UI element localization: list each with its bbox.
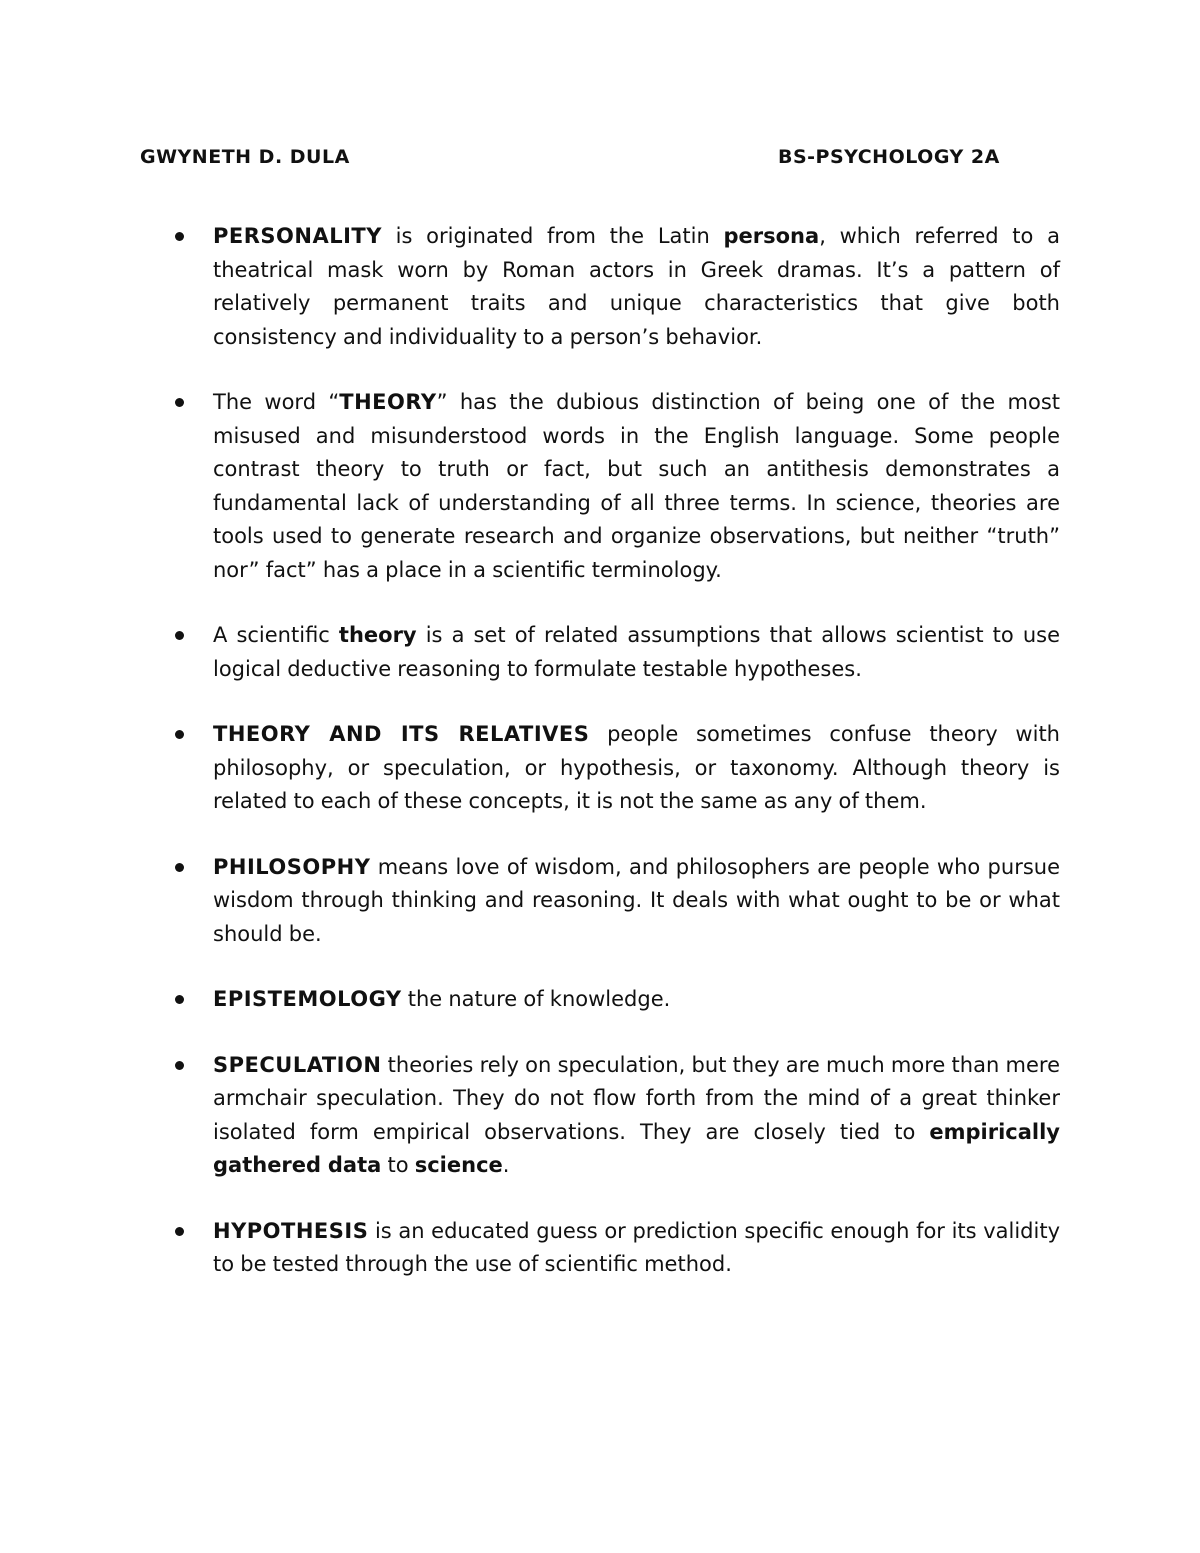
definition-text: , which referred to a theatrical mask worn by Roman actors in Greek dramas. It’s a pattern of relatively permanent traits and unique characteristics that give both consistency and individuality to a person’s behavior. xyxy=(213,224,1060,349)
list-item-philosophy xyxy=(0,851,1200,952)
term-personality: PERSONALITY xyxy=(213,224,382,248)
term-hypothesis: HYPOTHESIS xyxy=(213,1218,369,1243)
definition-text: ” has the dubious distinction of being one of the most misused and misunderstood words in the English language. Some people contrast theory to truth or fact, but such an antithesis demonstrates a fundamental lack of understanding of all three terms. In science, theories are tools used to generate research and organize observations, but neither “truth” nor” fact” has a place in a scientific terminology. xyxy=(213,390,1060,582)
definitions-list xyxy=(0,220,1200,1314)
list-item-epistemology xyxy=(0,983,1200,1017)
definition-text: . xyxy=(502,1153,510,1177)
definition-text: means love of wisdom, and philosophers are people who pursue wisdom through thinking and reasoning. It deals with what ought to be or what should be. xyxy=(213,854,1060,946)
list-item-speculation xyxy=(0,1049,1200,1183)
term-speculation: SPECULATION xyxy=(213,1052,382,1077)
list-item-hypothesis xyxy=(0,1215,1200,1282)
bullet-icon xyxy=(175,730,184,739)
term-theory: THEORY xyxy=(339,390,437,414)
bullet-icon xyxy=(175,863,184,872)
list-item-theory-relatives xyxy=(0,718,1200,819)
definition-text: is an educated guess or prediction specific enough for its validity to be tested through the use of scientific method. xyxy=(213,1218,1060,1276)
list-item-theory-word xyxy=(0,386,1200,587)
definition-text: is a set of related assumptions that allows scientist to use logical deductive reasoning to formulate testable hypotheses. xyxy=(213,623,1060,681)
term-theory-relatives: THEORY AND ITS RELATIVES xyxy=(213,722,590,746)
term-theory-lowercase: theory xyxy=(338,623,417,647)
term-persona: persona xyxy=(723,224,820,248)
author-name: GWYNETH D. DULA xyxy=(140,146,350,168)
term-science: science xyxy=(414,1153,503,1177)
bullet-icon xyxy=(175,1061,184,1070)
definition-text: The word “ xyxy=(213,390,340,414)
term-empirical-data: empirically gathered data xyxy=(213,1119,1060,1177)
document-header xyxy=(140,146,1060,172)
course-section: BS-PSYCHOLOGY 2A xyxy=(778,146,1000,168)
list-item-scientific-theory xyxy=(0,619,1200,686)
definition-text: to xyxy=(381,1153,415,1177)
definition-text: A scientific xyxy=(213,623,339,647)
bullet-icon xyxy=(175,631,184,640)
term-epistemology: EPISTEMOLOGY xyxy=(213,987,402,1011)
definition-text: theories rely on speculation, but they are much more than mere armchair speculation. They do not flow forth from the mind of a great thinker isolated form empirical observations. They are closely tied to xyxy=(213,1052,1060,1144)
term-philosophy: PHILOSOPHY xyxy=(213,854,371,879)
bullet-icon xyxy=(175,398,184,407)
list-item-personality xyxy=(0,220,1200,354)
bullet-icon xyxy=(175,1227,184,1236)
bullet-icon xyxy=(175,232,184,241)
definition-text: people sometimes confuse theory with philosophy, or speculation, or hypothesis, or taxonomy. Although theory is related to each of these concepts, it is not the same as any of them. xyxy=(213,722,1060,813)
definition-text: the nature of knowledge. xyxy=(401,987,671,1011)
definition-text: is originated from the Latin xyxy=(381,224,724,248)
bullet-icon xyxy=(175,995,184,1004)
